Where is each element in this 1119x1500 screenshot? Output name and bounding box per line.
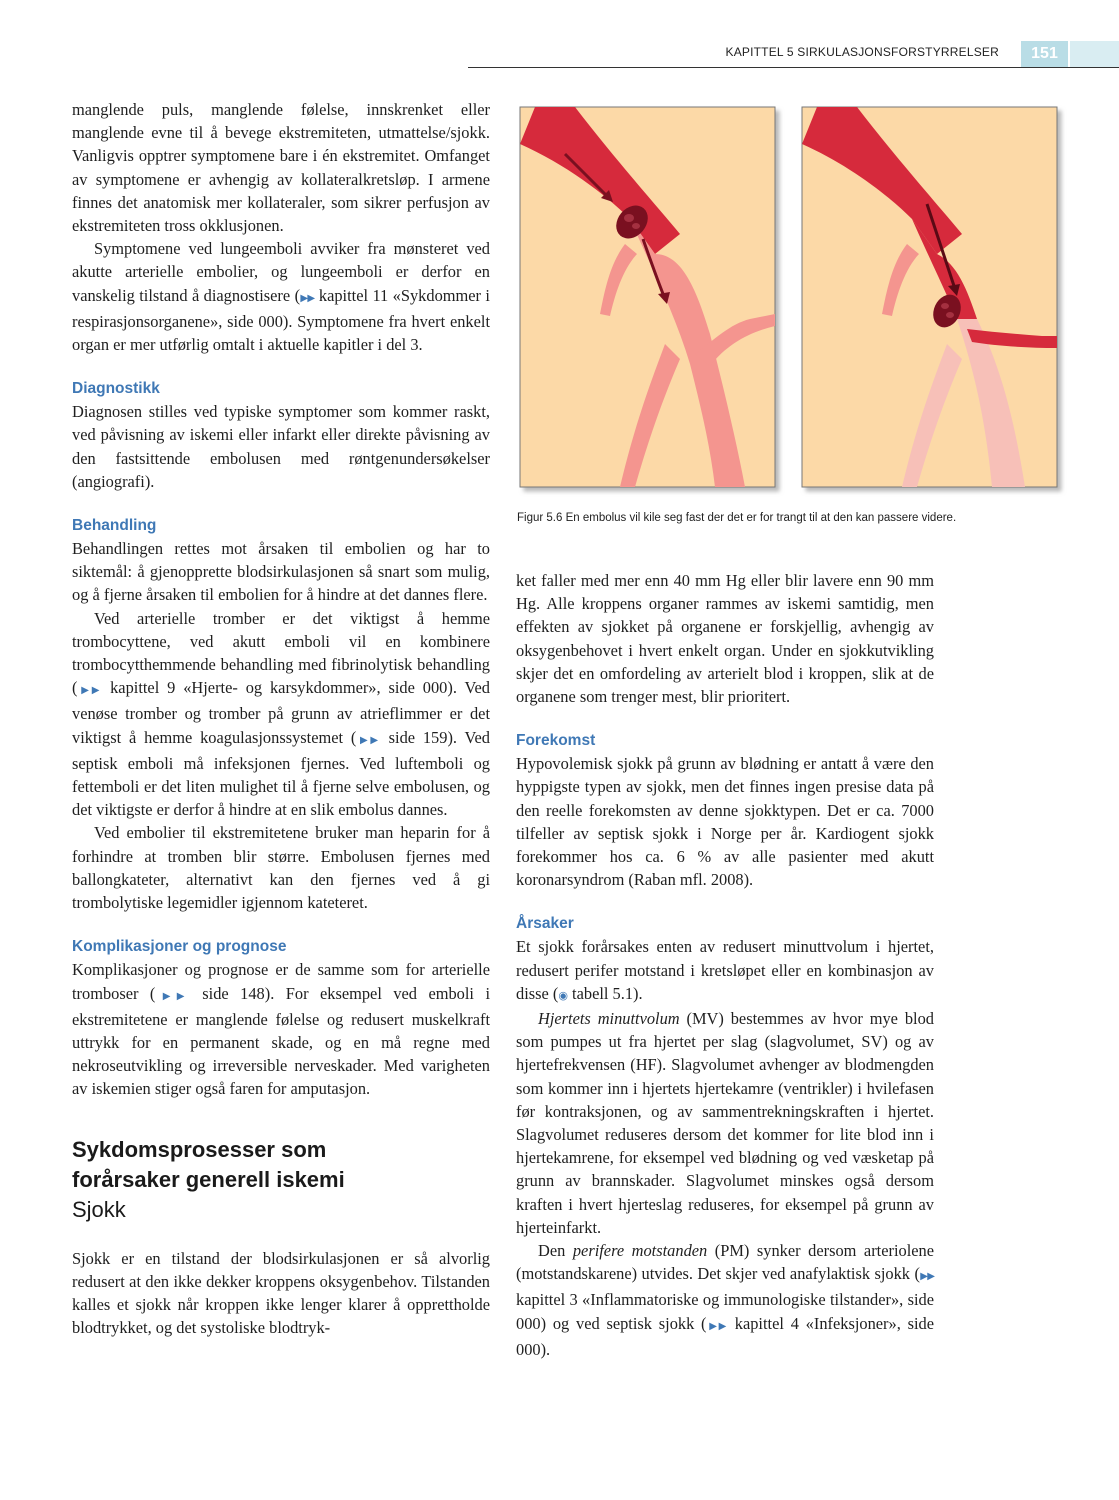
paragraph: manglende puls, manglende følelse, innskrenket eller manglende evne til å bevege ekstremiteten, utmattelse/sjokk. Vanligvis opptrer symptomene bare i én ekstremitet. Omfanget av symptomene er avhengig av kollateralkretsløp. I armene finnes det anatomisk mer kollateraler, som sikrer perfusjon av ekstremiteten tross okklusjonen. bbox=[72, 100, 490, 236]
paragraph: ket faller med mer enn 40 mm Hg eller blir lavere enn 90 mm Hg. Alle kroppens organer rammes av iskemi samtidig, men effekten av sjokket på organene er forskjellig, avhengig av oksygenbehovet i hvert enkelt organ. Under en sjokkutvikling skjer det en omfordeling av arterielt blod i kroppen, slik at de organene som trenger mest, blir prioritert. bbox=[516, 571, 934, 707]
chapter-section-heading bbox=[72, 1135, 490, 1225]
cross-reference-arrow-icon[interactable]: ▶▶ bbox=[919, 1271, 935, 1283]
paragraph: Ved embolier til ekstremitetene bruker man heparin for å forhindre at tromben blir større. Embolusen fjernes med ballongkateter, alternativt kan den fjernes ved å gi trombolytiske legemidler igjennom kateteret. bbox=[72, 823, 490, 913]
cross-reference-arrow-icon[interactable]: ▶▶ bbox=[706, 1320, 728, 1332]
section-heading-arsaker: Årsaker bbox=[516, 915, 574, 933]
table-reference-eye-icon[interactable]: ◉ bbox=[558, 988, 568, 1002]
cross-reference-arrow-icon[interactable]: ▶▶ bbox=[356, 734, 381, 746]
embolus-figure bbox=[515, 104, 1067, 500]
section-heading-komplikasjoner: Komplikasjoner og prognose bbox=[72, 938, 287, 956]
cross-reference-arrow-icon[interactable]: ▶▶ bbox=[300, 292, 315, 304]
page-number: 151 bbox=[1021, 41, 1068, 67]
cross-reference-arrow-icon[interactable]: ▶▶ bbox=[155, 990, 191, 1002]
figure-caption: Figur 5.6 En embolus vil kile seg fast der det er for trangt til at den kan passere videre. bbox=[517, 512, 957, 524]
section-heading-diagnostikk: Diagnostikk bbox=[72, 380, 160, 398]
section-heading-forekomst: Forekomst bbox=[516, 732, 596, 750]
paragraph: Hjertets minuttvolum (MV) bestemmes av hvor mye blod som pumpes ut fra hjertet per slag (slagvolumet, SV) og av hjertefrekvensen (HF). Slagvolumet avhenger av blodmengden som kommer inn i hjertets hjertekamre (ventrikler) i hvilefasen før kontraksjonen, og av sammentrekningskraften i hjertet. Slagvolumet reduseres dersom det kommer for lite blod inn i hjertekamrene, for eksempel ved blødning og ved væsketap på grunn av brannskader. Slagvolumet minskes også dersom kraften i hvert hjerteslag reduseres, for eksempel på grunn av hjerteinfarkt. bbox=[516, 1009, 934, 1237]
figure-panel-before bbox=[520, 107, 775, 487]
paragraph: Et sjokk forårsakes enten av redusert minuttvolum i hjertet, redusert perifer motstand i kretsløpet eller en kombinasjon av disse (◉ tabell 5.1). bbox=[516, 937, 934, 1003]
heading-sjokk: Sjokk bbox=[72, 1196, 126, 1222]
header-rule bbox=[468, 67, 1119, 68]
heading-line-1: Sykdomsprosesser som bbox=[72, 1136, 327, 1162]
paragraph: Hypovolemisk sjokk på grunn av blødning er antatt å være den hyppigste typen av sjokk, men det finnes ingen presise data på den reelle forekomsten av denne sjokktypen. Det er ca. 7000 tilfeller av septisk sjokk i Norge per år. Kardiogent sjokk forekommer hos ca. 6 % av alle pasienter med akutt koronarsyndrom (Raban mfl. 2008). bbox=[516, 754, 934, 890]
figure-panel-after bbox=[802, 107, 1057, 487]
chapter-title: KAPITTEL 5 SIRKULASJONSFORSTYRRELSER bbox=[725, 45, 999, 59]
paragraph: Diagnosen stilles ved typiske symptomer som kommer raskt, ved påvisning av iskemi eller infarkt eller direkte påvisning av den fastsittende embolusen med røntgenundersøkelser (angiografi). bbox=[72, 402, 490, 491]
heading-line-2: forårsaker generell iskemi bbox=[72, 1166, 345, 1192]
left-column bbox=[72, 98, 490, 1339]
paragraph: Komplikasjoner og prognose er de samme som for arterielle tromboser (▶▶ side 148). For eksempel ved emboli i ekstremitetene er manglende følelse og redusert muskelkraft uttrykk for en permanent skade, og en må regne med nekroseutvikling og irreversible nerveskader. Med varigheten av iskemien stiger også faren for amputasjon. bbox=[72, 960, 490, 1099]
header-tab-extension bbox=[1070, 41, 1119, 67]
paragraph: Symptomene ved lungeemboli avviker fra mønsteret ved akutte arterielle embolier, og lungeemboli er derfor en vanskelig tilstand å diagnostisere (▶▶ kapittel 11 «Sykdommer i respirasjonsorganene», side 000). Symptomene fra hvert enkelt organ er mer utførlig omtalt i aktuelle kapitler i del 3. bbox=[72, 239, 490, 355]
paragraph: Den perifere motstanden (PM) synker dersom arteriolene (motstandskarene) utvides. Det skjer ved anafylaktisk sjokk (▶▶ kapittel 3 «Inflammatoriske og immunologiske tilstander», side 000) og ved septisk sjokk (▶▶ kapittel 4 «Infeksjoner», side 000). bbox=[516, 1241, 935, 1359]
paragraph: Ved arterielle tromber er det viktigst å hemme trombocyttene, ved akutt emboli vil en kombinere trombocytthemmende behandling med fibrinolytisk behandling (▶▶ kapittel 9 «Hjerte- og karsykdommer», side 000). Ved venøse tromber og tromber på grunn av atrieflimmer er det viktigst å hemme koagulasjonssystemet (▶▶ side 159). Ved septisk emboli må infeksjonen fjernes. Ved luftemboli og fettemboli er det liten mulighet til å fjerne selve embolusen, og det viktigste er derfor å hindre at en slik embolus dannes. bbox=[72, 608, 490, 820]
paragraph: Sjokk er en tilstand der blodsirkulasjonen er så alvorlig redusert at den ikke dekker kroppens oksygenbehov. Tilstanden kalles et sjokk når kroppen ikke lenger klarer å opprettholde blodtrykket, og det systoliske blodtryk- bbox=[72, 1248, 490, 1338]
cross-reference-arrow-icon[interactable]: ▶▶ bbox=[77, 685, 103, 697]
paragraph: Behandlingen rettes mot årsaken til embolien og har to siktemål: å gjenopprette blodsirkulasjonen så snart som mulig, og å fjerne årsaken til embolien for å hindre at det dannes flere. bbox=[72, 539, 490, 605]
section-heading-behandling: Behandling bbox=[72, 517, 157, 535]
right-column bbox=[516, 569, 934, 1361]
